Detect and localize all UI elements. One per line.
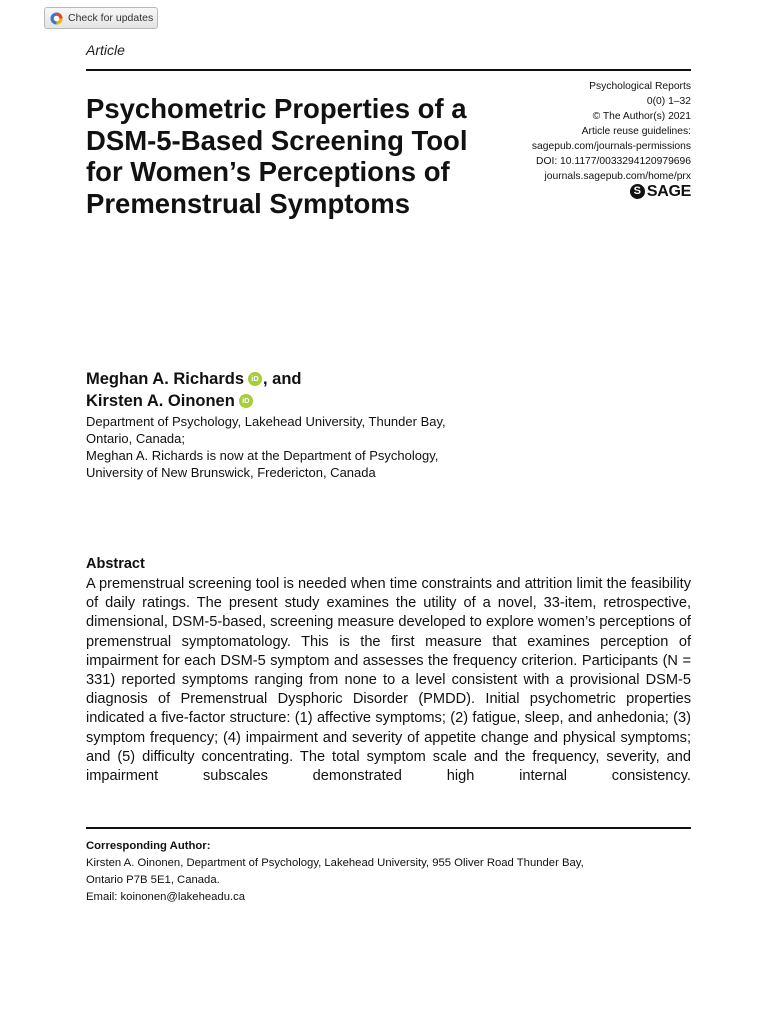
permissions-link[interactable]: sagepub.com/journals-permissions	[531, 141, 691, 152]
corresponding-email[interactable]: Email: koinonen@lakeheadu.ca	[86, 891, 246, 903]
affiliation-block	[86, 413, 471, 481]
abstract-text: A premenstrual screening tool is needed when time constraints and attrition limit the feasibility of daily ratings. The present study examines the utility of a novel, 33-item, retrospective, dimensional, DSM-5-based, screening measure developed to explore women’s perceptions of premenstrual symptomatology. This is the first measure that examines perception of impairment for each DSM-5 symptom and assesses the frequency criterion. Participants (N = 331) reported symptoms ranging from none to a level consistent with a provisional DSM-5 diagnosis of Premenstrual Dysphoric Disorder (PMDD). Initial psychometric properties indicated a five-factor structure: (1) affective symptoms; (2) fatigue, sleep, and anhedonia; (3) symptom frequency; (4) impairment and severity of appetite change and physical symptoms; and (5) difficulty concentrating. The total symptom scale and the frequency, severity, and impairment subscales demonstrated high internal consistency.	[86, 576, 691, 785]
author-line-2	[86, 390, 302, 412]
check-for-updates-label: Check for updates	[68, 12, 154, 24]
author-connector: , and	[263, 370, 302, 388]
corresponding-author-heading: Corresponding Author:	[86, 840, 211, 852]
journal-volume: 0(0) 1–32	[646, 96, 691, 107]
orcid-icon[interactable]: iD	[239, 394, 253, 408]
paper-title: Psychometric Properties of a DSM-5-Based Screening Tool for Women’s Perceptions of Premenstrual Symptoms	[86, 93, 468, 219]
footnote-divider	[86, 827, 691, 829]
abstract-heading: Abstract	[86, 556, 145, 572]
journal-home-link[interactable]: journals.sagepub.com/home/prx	[544, 171, 691, 182]
article-type-label: Article	[86, 42, 125, 58]
check-for-updates-button[interactable]	[44, 7, 158, 29]
corresponding-address-line-2: Ontario P7B 5E1, Canada.	[86, 874, 220, 886]
sage-logo	[630, 183, 691, 200]
author-line-1	[86, 368, 302, 390]
author-name: Kirsten A. Oinonen	[86, 392, 235, 410]
corresponding-address-line-1: Kirsten A. Oinonen, Department of Psychology, Lakehead University, 955 Oliver Road Thunder Bay,	[86, 857, 584, 869]
check-updates-icon	[50, 12, 63, 25]
affiliation-primary: Department of Psychology, Lakehead University, Thunder Bay, Ontario, Canada;	[86, 414, 446, 446]
header-divider	[86, 69, 691, 71]
orcid-icon[interactable]: iD	[248, 372, 262, 386]
affiliation-current: Meghan A. Richards is now at the Department of Psychology, University of New Brunswick, Fredericton, Canada	[86, 448, 439, 480]
reuse-guidelines-label: Article reuse guidelines:	[581, 126, 691, 137]
copyright-line: © The Author(s) 2021	[592, 111, 691, 122]
author-block	[86, 368, 302, 412]
journal-meta	[532, 79, 691, 184]
journal-name: Psychological Reports	[589, 81, 691, 92]
sage-logo-mark-icon: S	[630, 184, 645, 199]
doi-line[interactable]: DOI: 10.1177/0033294120979696	[536, 156, 691, 167]
author-name: Meghan A. Richards	[86, 370, 244, 388]
sage-logo-text: SAGE	[646, 183, 691, 200]
corresponding-author-block	[86, 838, 691, 906]
